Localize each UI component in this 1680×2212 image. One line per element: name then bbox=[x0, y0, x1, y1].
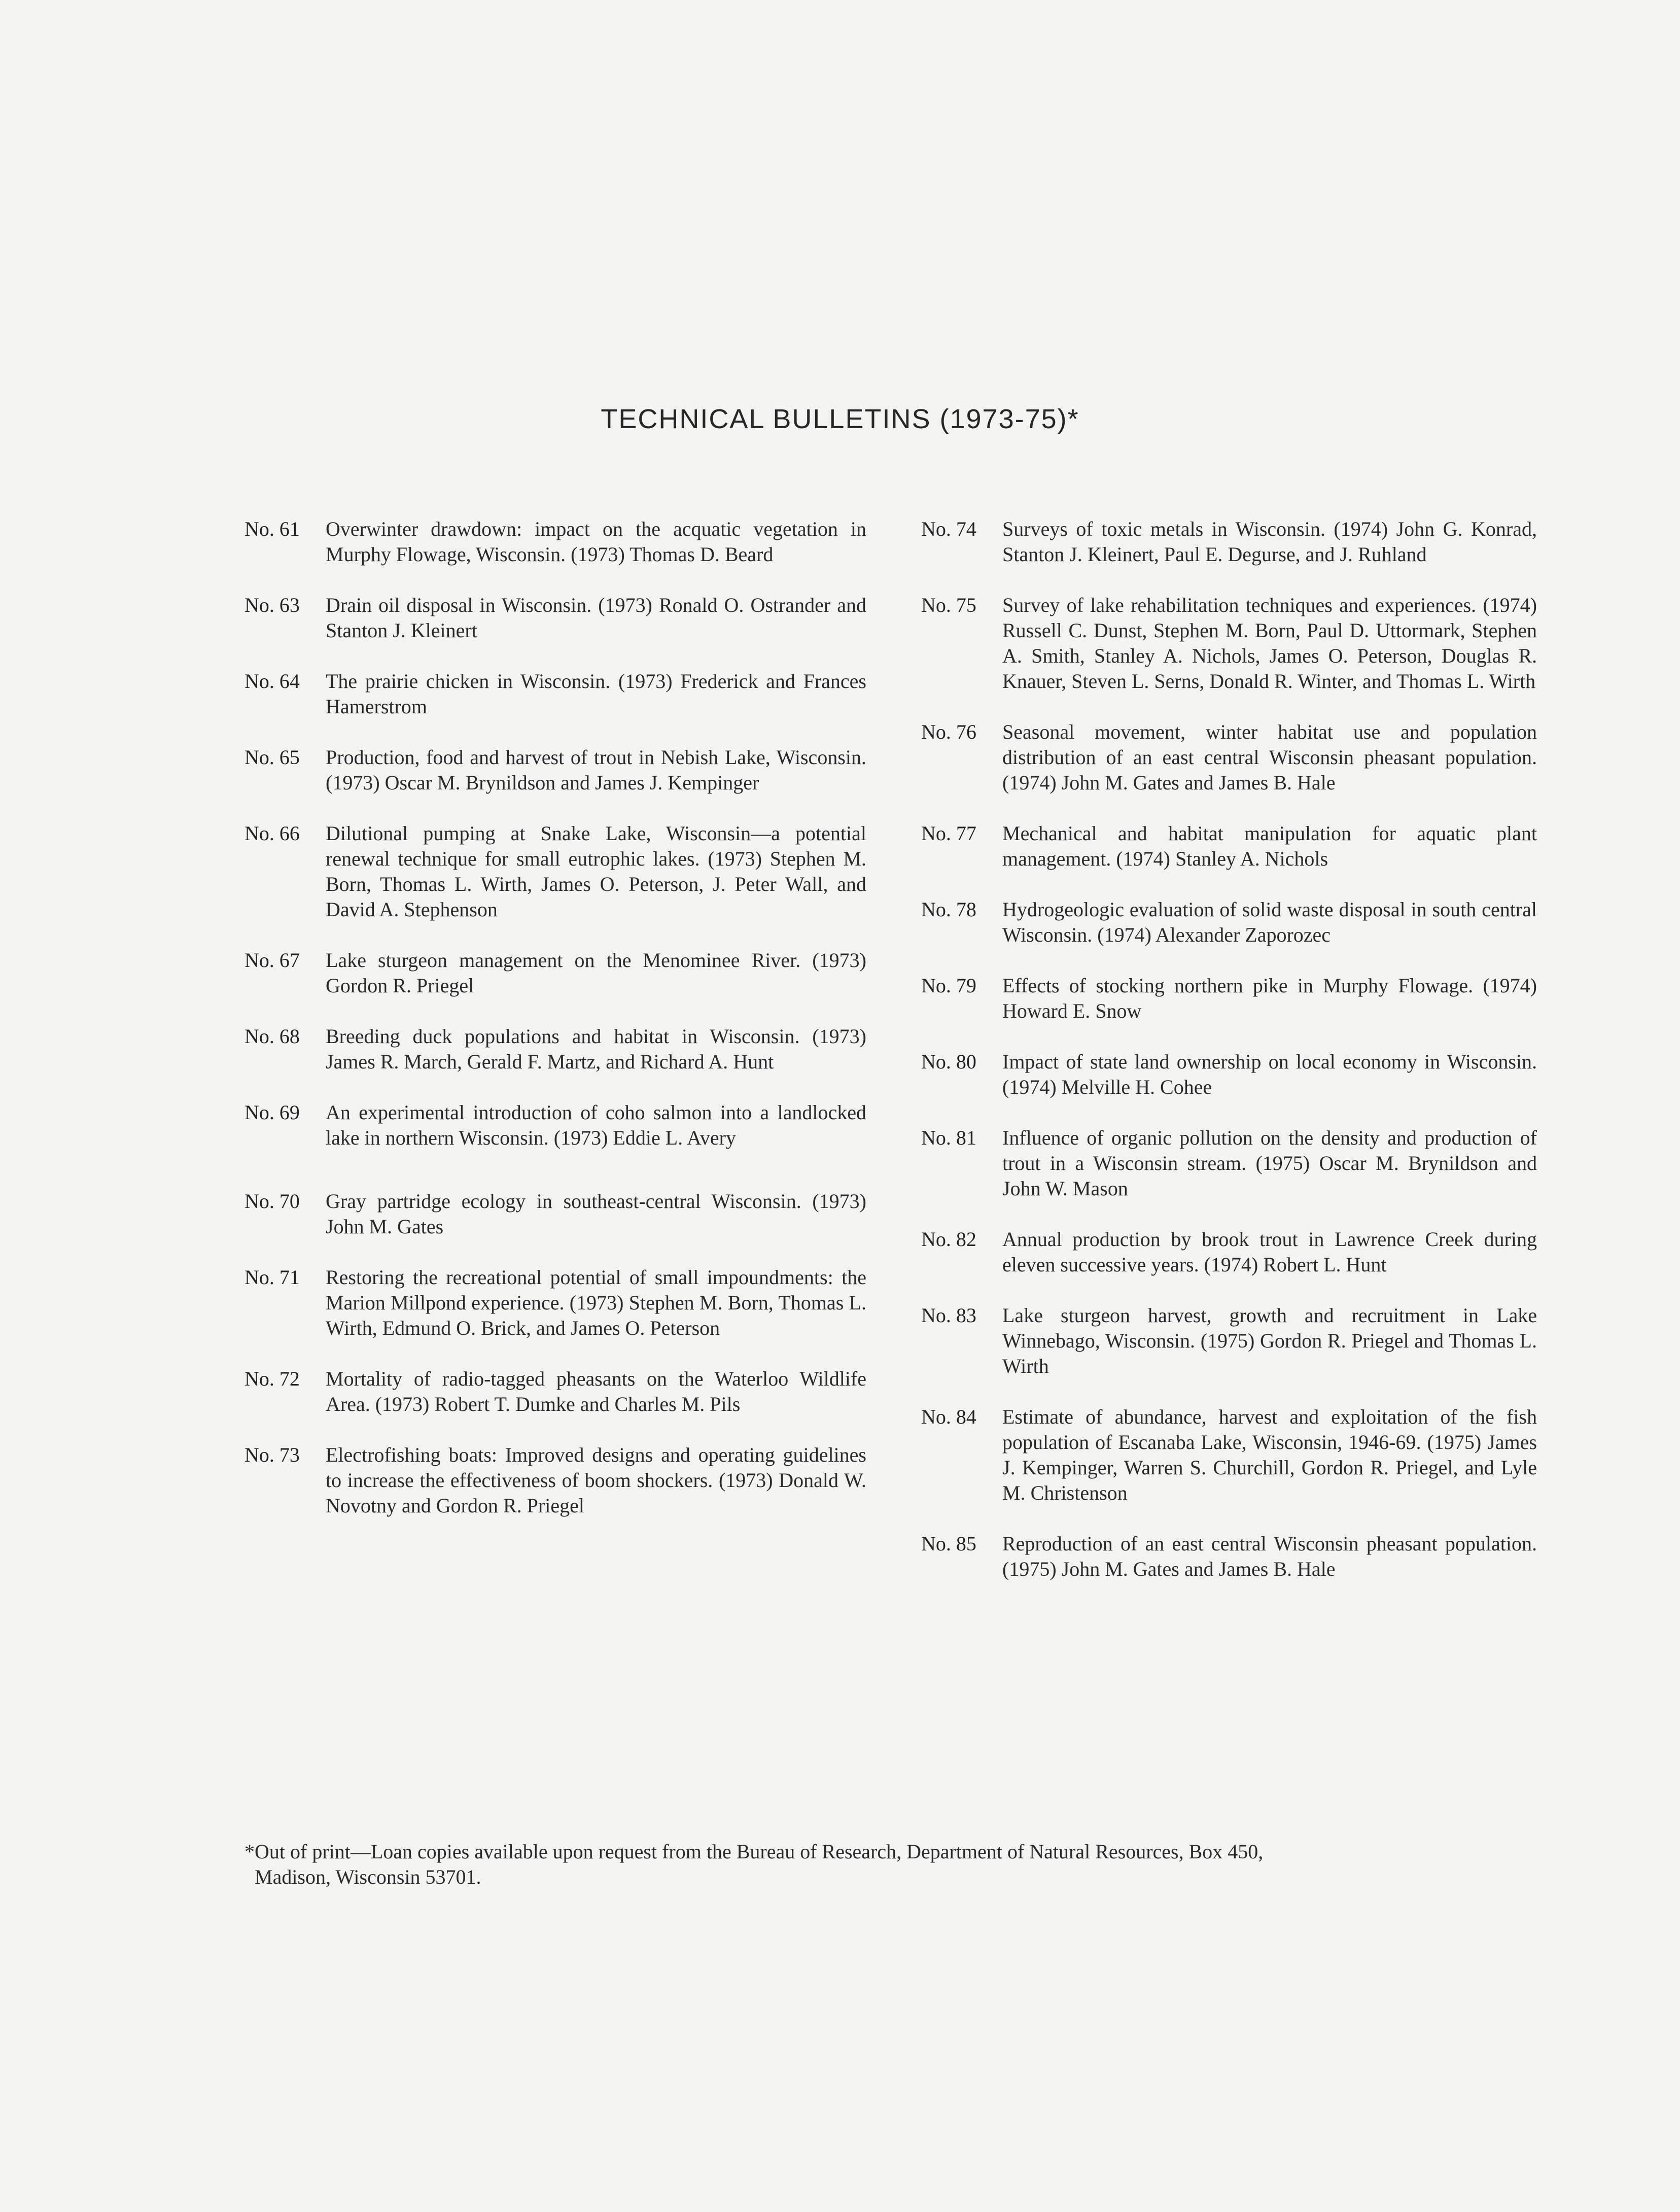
bulletin-entry bbox=[244, 1024, 866, 1075]
bulletin-text: Drain oil disposal in Wisconsin. (1973) Ronald O. Ostrander and Stanton J. Kleinert bbox=[326, 594, 866, 642]
bulletin-entry bbox=[921, 1049, 1537, 1100]
bulletin-number: No. 61 bbox=[244, 517, 300, 540]
bulletin-entry bbox=[921, 821, 1537, 872]
bulletin-entry bbox=[244, 593, 866, 643]
bulletin-number: No. 84 bbox=[921, 1405, 976, 1428]
bulletin-text: Gray partridge ecology in southeast-central Wisconsin. (1973) John M. Gates bbox=[326, 1190, 866, 1238]
bulletin-text: Influence of organic pollution on the density and production of trout in a Wisconsin stream. (1975) Oscar M. Brynildson and John W. Mason bbox=[1002, 1126, 1537, 1200]
bulletin-number: No. 65 bbox=[244, 746, 300, 769]
bulletin-entry bbox=[244, 821, 866, 922]
bulletin-text: Lake sturgeon management on the Menominee River. (1973) Gordon R. Priegel bbox=[326, 949, 866, 997]
bulletin-number: No. 66 bbox=[244, 822, 300, 845]
bulletin-entry bbox=[244, 1366, 866, 1417]
bulletin-text: An experimental introduction of coho salmon into a landlocked lake in northern Wisconsin. (1973) Eddie L. Avery bbox=[326, 1101, 866, 1149]
bulletin-number: No. 75 bbox=[921, 594, 976, 616]
bulletin-number: No. 83 bbox=[921, 1304, 976, 1327]
bulletin-text: Estimate of abundance, harvest and exploitation of the fish population of Escanaba Lake, Wisconsin, 1946-69. (1975) James J. Kempinger, Warren S. Churchill, Gordon R. Priegel, and Lyle M. Christenson bbox=[1002, 1405, 1537, 1504]
bulletin-number: No. 68 bbox=[244, 1025, 300, 1048]
bulletin-number: No. 70 bbox=[244, 1190, 300, 1213]
page-title: TECHNICAL BULLETINS (1973-75)* bbox=[601, 404, 1079, 434]
bulletin-text: Reproduction of an east central Wisconsin pheasant population. (1975) John M. Gates and James B. Hale bbox=[1002, 1532, 1537, 1580]
bulletin-text: Mortality of radio-tagged pheasants on the Waterloo Wildlife Area. (1973) Robert T. Dumke and Charles M. Pils bbox=[326, 1367, 866, 1415]
bulletin-number: No. 71 bbox=[244, 1266, 300, 1289]
bulletin-entry bbox=[244, 516, 866, 567]
bulletin-number: No. 72 bbox=[244, 1367, 300, 1390]
bulletin-text: Mechanical and habitat manipulation for aquatic plant management. (1974) Stanley A. Nichols bbox=[1002, 822, 1537, 870]
bulletin-number: No. 82 bbox=[921, 1228, 976, 1251]
bulletin-number: No. 67 bbox=[244, 949, 300, 972]
bulletin-entry bbox=[921, 1531, 1537, 1582]
bulletin-entry bbox=[921, 1404, 1537, 1506]
bulletin-entry bbox=[921, 1227, 1537, 1277]
bulletin-entry bbox=[244, 1100, 866, 1151]
bulletin-number: No. 81 bbox=[921, 1126, 976, 1149]
bulletin-text: The prairie chicken in Wisconsin. (1973) Frederick and Frances Hamerstrom bbox=[326, 670, 866, 718]
bulletin-number: No. 85 bbox=[921, 1532, 976, 1555]
bulletin-entry bbox=[921, 897, 1537, 948]
bulletin-number: No. 77 bbox=[921, 822, 976, 845]
bulletin-entry bbox=[244, 1189, 866, 1239]
bulletin-text: Seasonal movement, winter habitat use and population distribution of an east central Wisconsin pheasant population. (1974) John M. Gates and James B. Hale bbox=[1002, 720, 1537, 794]
footnote-line: *Out of print—Loan copies available upon request from the Bureau of Research, Department of Natural Resources, Box 450, bbox=[244, 1840, 1264, 1863]
bulletin-text: Hydrogeologic evaluation of solid waste disposal in south central Wisconsin. (1974) Alexander Zaporozec bbox=[1002, 898, 1537, 946]
bulletin-text: Lake sturgeon harvest, growth and recruitment in Lake Winnebago, Wisconsin. (1975) Gordon R. Priegel and Thomas L. Wirth bbox=[1002, 1304, 1537, 1377]
bulletin-number: No. 76 bbox=[921, 720, 976, 743]
bulletin-text: Electrofishing boats: Improved designs and operating guidelines to increase the effectiveness of boom shockers. (1973) Donald W. Novotny and Gordon R. Priegel bbox=[326, 1443, 866, 1517]
bulletin-entry bbox=[244, 669, 866, 719]
right-column bbox=[921, 516, 1537, 1582]
bulletin-number: No. 63 bbox=[244, 594, 300, 616]
bulletin-number: No. 79 bbox=[921, 974, 976, 997]
bulletin-entry bbox=[921, 516, 1537, 567]
footnote bbox=[244, 1839, 1537, 1890]
bulletin-text: Effects of stocking northern pike in Murphy Flowage. (1974) Howard E. Snow bbox=[1002, 974, 1537, 1022]
footnote-line: Madison, Wisconsin 53701. bbox=[255, 1865, 481, 1888]
bulletin-entry bbox=[244, 1265, 866, 1341]
bulletin-number: No. 80 bbox=[921, 1050, 976, 1073]
bulletin-text: Survey of lake rehabilitation techniques and experiences. (1974) Russell C. Dunst, Stephen M. Born, Paul D. Uttormark, Stephen A. Smith, Stanley A. Nichols, James O. Peterson, Douglas R. Knauer, Steven L. Serns, Donald R. Winter, and Thomas L. Wirth bbox=[1002, 594, 1537, 693]
bulletin-entry bbox=[921, 1303, 1537, 1379]
bulletin-text: Breeding duck populations and habitat in Wisconsin. (1973) James R. March, Gerald F. Martz, and Richard A. Hunt bbox=[326, 1025, 866, 1073]
bulletin-entry bbox=[244, 1442, 866, 1518]
bulletin-entry bbox=[921, 593, 1537, 694]
bulletin-number: No. 73 bbox=[244, 1443, 300, 1466]
bulletin-number: No. 64 bbox=[244, 670, 300, 693]
bulletin-text: Dilutional pumping at Snake Lake, Wisconsin—a potential renewal technique for small eutrophic lakes. (1973) Stephen M. Born, Thomas L. Wirth, James O. Peterson, J. Peter Wall, and David A. Stephenson bbox=[326, 822, 866, 921]
bulletin-entry bbox=[921, 719, 1537, 796]
bulletin-entry bbox=[921, 973, 1537, 1024]
bulletin-number: No. 78 bbox=[921, 898, 976, 921]
bulletin-text: Impact of state land ownership on local economy in Wisconsin. (1974) Melville H. Cohee bbox=[1002, 1050, 1537, 1098]
left-column bbox=[244, 516, 866, 1518]
bulletin-entry bbox=[244, 745, 866, 796]
bulletin-entry bbox=[244, 948, 866, 998]
bulletin-number: No. 74 bbox=[921, 517, 976, 540]
bulletin-text: Overwinter drawdown: impact on the acquatic vegetation in Murphy Flowage, Wisconsin. (1973) Thomas D. Beard bbox=[326, 517, 866, 566]
bulletin-text: Restoring the recreational potential of small impoundments: the Marion Millpond experience. (1973) Stephen M. Born, Thomas L. Wirth, Edmund O. Brick, and James O. Peterson bbox=[326, 1266, 866, 1339]
bulletin-text: Surveys of toxic metals in Wisconsin. (1974) John G. Konrad, Stanton J. Kleinert, Paul E. Degurse, and J. Ruhland bbox=[1002, 517, 1537, 566]
bulletin-entry bbox=[921, 1125, 1537, 1201]
bulletin-number: No. 69 bbox=[244, 1101, 300, 1124]
bulletin-text: Annual production by brook trout in Lawrence Creek during eleven successive years. (1974) Robert L. Hunt bbox=[1002, 1228, 1537, 1276]
bulletin-text: Production, food and harvest of trout in Nebish Lake, Wisconsin. (1973) Oscar M. Brynildson and James J. Kempinger bbox=[326, 746, 866, 794]
